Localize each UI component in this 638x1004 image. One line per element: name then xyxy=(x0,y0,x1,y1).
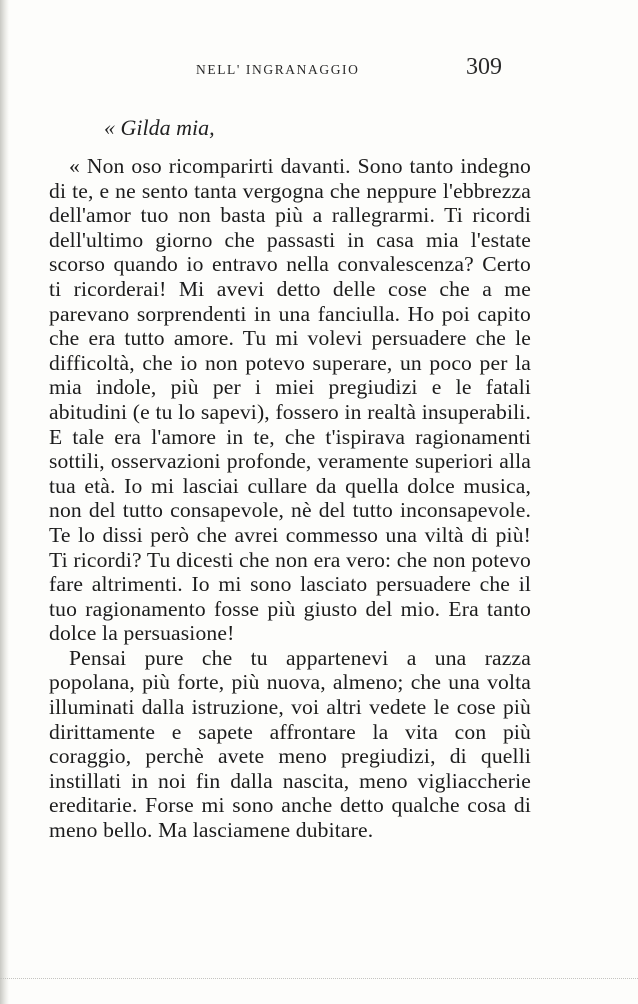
page-number: 309 xyxy=(466,54,502,80)
letter-body xyxy=(49,154,531,843)
bottom-dotted-rule xyxy=(0,978,638,980)
paragraph-1: « Non oso ricomparirti davanti. Sono tanto indegno di te, e ne sento tanta vergogna che neppure l'ebbrezza dell'amor tuo non basta più a rallegrarmi. Ti ricordi dell'ultimo giorno che passasti in casa mia l'estate scorso quando io entravo nella convalescenza? Certo ti ricorderai! Mi avevi detto delle cose che a me parevano sorprendenti in una fanciulla. Ho poi capito che era tutto amore. Tu mi volevi persuadere che le difficoltà, che io non potevo superare, un poco per la mia indole, più per i miei pregiudizi e le fatali abitudini (e tu lo sapevi), fossero in realtà insuperabili. E tale era l'amore in te, che t'ispirava ragionamenti sottili, osservazioni profonde, veramente superiori alla tua età. Io mi lasciai cullare da quella dolce musica, non del tutto consapevole, nè del tutto inconsapevole. Te lo dissi però che avrei commesso una viltà di più! Ti ricordi? Tu dicesti che non era vero: che non potevo fare altrimenti. Io mi sono lasciato persuadere che il tuo ragionamento fosse più giusto del mio. Era tanto dolce la persuasione! xyxy=(49,154,531,646)
paragraph-2: Pensai pure che tu appartenevi a una razza popolana, più forte, più nuova, almeno; che una volta illuminati dalla istruzione, voi altri vedete le cose più dirittamente e sapete affrontare la vita con più coraggio, perchè avete meno pregiudizi, di quelli instillati in noi fin dalla nascita, meno vigliaccherie ereditarie. Forse mi sono anche detto qualche cosa di meno bello. Ma lasciamene dubitare. xyxy=(49,645,531,843)
running-head: NELL' INGRANAGGIO xyxy=(196,62,360,77)
page-binding-edge xyxy=(0,0,9,1004)
letter-salutation: « Gilda mia, xyxy=(104,115,215,140)
